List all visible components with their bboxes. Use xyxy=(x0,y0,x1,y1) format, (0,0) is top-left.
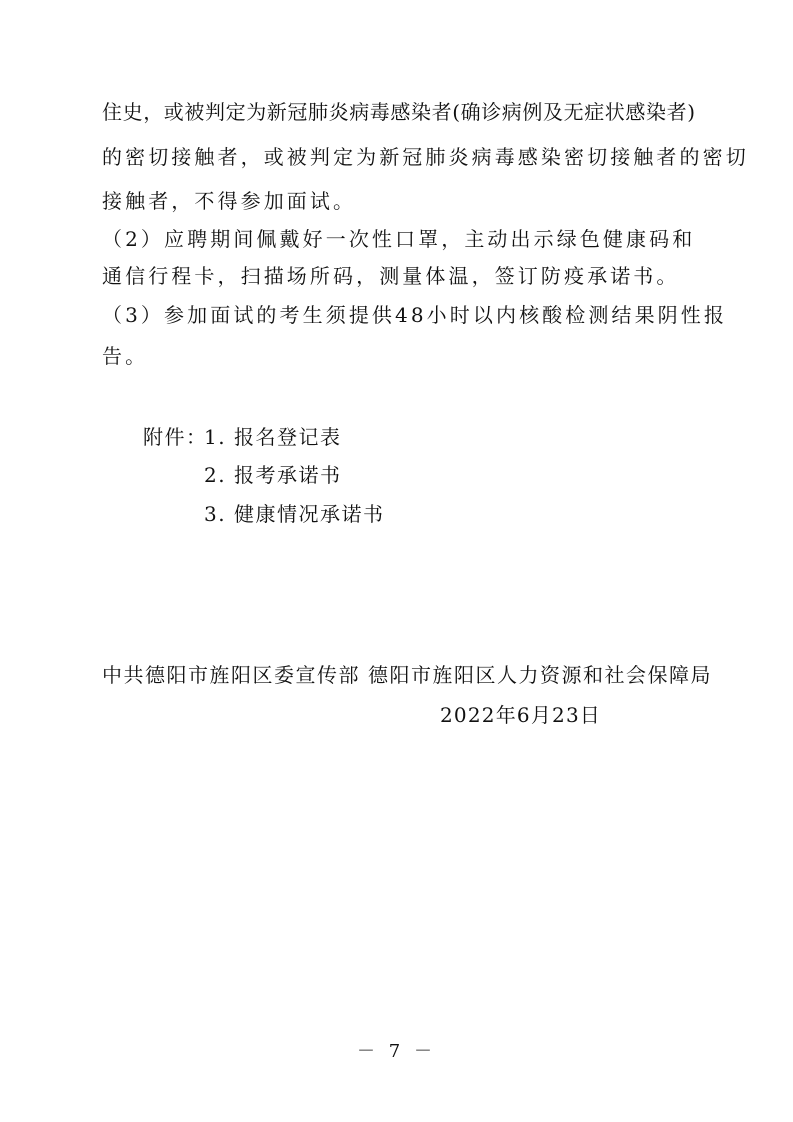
signature-date: 2022年6月23日 xyxy=(440,703,602,727)
body-line-1: 住史，或被判定为新冠肺炎病毒感染者(确诊病例及无症状感染者) xyxy=(102,100,696,124)
signature-org-left: 中共德阳市旌阳区委宣传部 xyxy=(102,663,360,687)
body-line-6: （3）参加面试的考生须提供48小时以内核酸检测结果阴性报 xyxy=(102,303,727,327)
signature-org-right: 德阳市旌阳区人力资源和社会保障局 xyxy=(368,663,712,687)
attachment-item-3: 3. 健康情况承诺书 xyxy=(204,502,385,526)
body-line-5: 通信行程卡，扫描场所码，测量体温，签订防疫承诺书。 xyxy=(102,264,680,288)
attachment-item-2: 2. 报考承诺书 xyxy=(204,463,342,487)
attachment-item-1: 1. 报名登记表 xyxy=(204,425,342,449)
attachments-label: 附件： xyxy=(143,425,208,449)
body-line-4: （2）应聘期间佩戴好一次性口罩，主动出示绿色健康码和 xyxy=(102,227,696,251)
body-line-3: 接触者，不得参加面试。 xyxy=(102,189,357,213)
page-number: － 7 － xyxy=(357,1041,436,1062)
body-line-2: 的密切接触者，或被判定为新冠肺炎病毒感染密切接触者的密切 xyxy=(102,145,749,169)
body-line-7: 告。 xyxy=(102,344,149,368)
